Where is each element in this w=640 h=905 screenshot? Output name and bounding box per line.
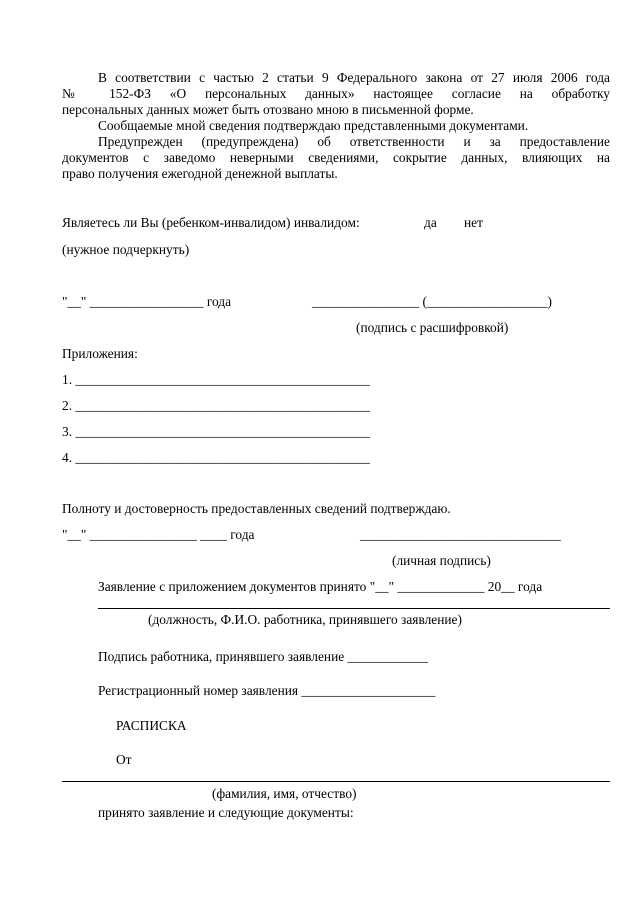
receipt-caption: (фамилия, имя, отчество) xyxy=(212,786,357,801)
accepted-caption: (должность, Ф.И.О. работника, принявшего заявление) xyxy=(148,612,462,627)
confirm-text: Полноту и достоверность предоставленных сведений подтверждаю. xyxy=(62,501,451,516)
disability-no-option: нет xyxy=(464,215,483,230)
disability-note: (нужное подчеркнуть) xyxy=(62,242,190,257)
accepted-text: Заявление с приложением документов принято "__" _____________ 20__ года xyxy=(98,579,543,594)
signature1-caption: (подпись с расшифровкой) xyxy=(356,320,509,335)
confirm-caption: (личная подпись) xyxy=(392,553,491,568)
receipt-title: РАСПИСКА xyxy=(116,718,187,733)
attachment-line: 2. ____________________________________________ xyxy=(62,398,370,413)
confirm-date: "__" ________________ ____ года xyxy=(62,527,255,542)
receipt-from: От xyxy=(116,752,132,767)
attachment-line: 4. ____________________________________________ xyxy=(62,450,370,465)
paragraph3-line3: право получения ежегодной денежной выплаты. xyxy=(62,166,338,181)
paragraph3-line1: Предупрежден (предупреждена) об ответственности и за предоставление xyxy=(98,134,610,149)
signature1-sign: ________________ (__________________) xyxy=(312,294,552,309)
confirm-sign: ______________________________ xyxy=(360,527,561,542)
attachment-line: 1. ____________________________________________ xyxy=(62,372,370,387)
attachments-title: Приложения: xyxy=(62,346,138,361)
receipt-text: принято заявление и следующие документы: xyxy=(98,805,354,820)
paragraph1-line2: № 152-ФЗ «О персональных данных» настоящее согласие на обработку xyxy=(62,86,610,101)
accepted-position-line xyxy=(98,608,610,609)
attachment-line: 3. ____________________________________________ xyxy=(62,424,370,439)
registration-number: Регистрационный номер заявления ____________________ xyxy=(98,683,436,698)
paragraph3-line2: документов с заведомо неверными сведениями, сокрытие данных, влияющих на xyxy=(62,150,610,165)
paragraph1-line1: В соответствии с частью 2 статьи 9 Федерального закона от 27 июля 2006 года xyxy=(98,70,610,85)
employee-signature: Подпись работника, принявшего заявление ____________ xyxy=(98,649,428,664)
disability-question: Являетесь ли Вы (ребенком-инвалидом) инвалидом: xyxy=(62,215,360,230)
disability-yes-option: да xyxy=(424,215,437,230)
signature1-date: "__" _________________ года xyxy=(62,294,232,309)
paragraph2: Сообщаемые мной сведения подтверждаю представленными документами. xyxy=(98,118,529,133)
receipt-name-line xyxy=(62,781,610,782)
paragraph1-line3: персональных данных может быть отозвано мною в письменной форме. xyxy=(62,102,474,117)
